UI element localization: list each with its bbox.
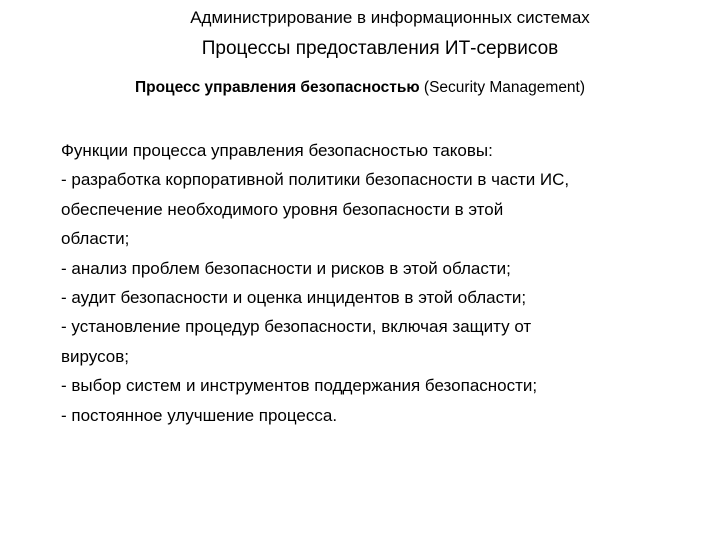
body-intro: Функции процесса управления безопасностью таковы: [61,141,493,160]
body-line: - выбор систем и инструментов поддержания безопасности; [61,376,538,396]
body-line: обеспечение необходимого уровня безопасности в этой [61,199,504,219]
body-line: вирусов; [61,346,129,366]
subtitle-bold: Процесс управления безопасностью [134,79,420,96]
body-text [61,136,701,430]
body-line: - установление процедур безопасности, включая защиту от [61,317,532,337]
subtitle-plain: (Security Management) [419,79,586,96]
slide-subtitle [0,79,720,97]
topic-title: Процессы предоставления ИТ-сервисов [201,38,559,59]
body-line: - разработка корпоративной политики безопасности в части ИС, [61,170,570,190]
body-line: - анализ проблем безопасности и рисков в этой области; [61,258,511,278]
course-title: Администрирование в информационных системах [190,8,590,27]
body-line: области; [61,229,130,249]
body-line: - аудит безопасности и оценка инцидентов в этой области; [61,288,527,308]
body-line: - постоянное улучшение процесса. [61,405,338,425]
